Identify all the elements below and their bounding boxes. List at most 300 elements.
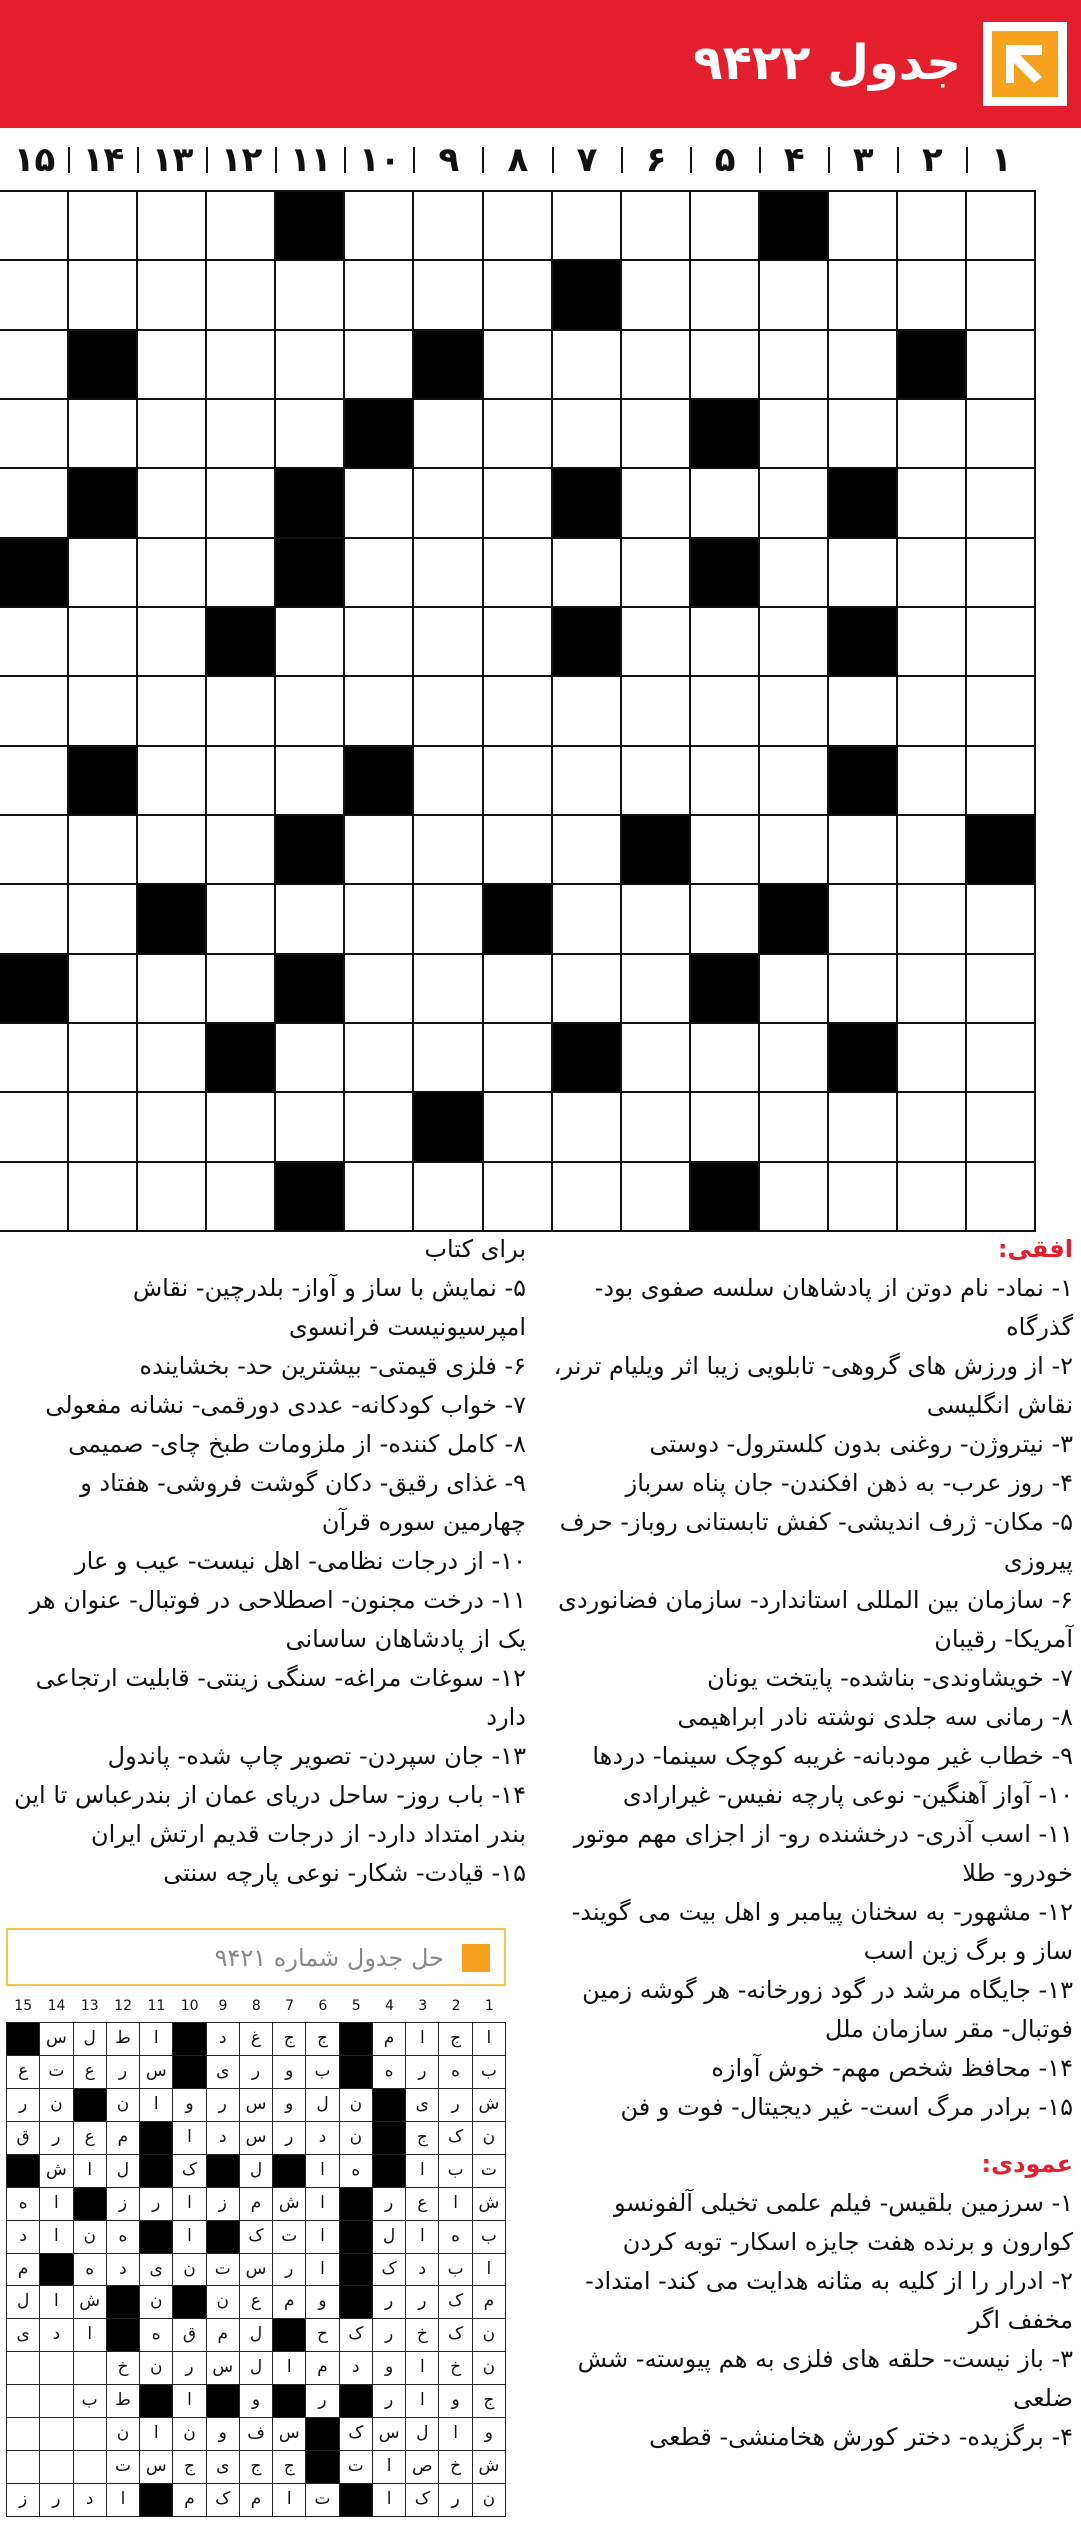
grid-cell[interactable] [0, 1093, 69, 1162]
solution-cell: ر [240, 2056, 273, 2089]
grid-cell[interactable] [622, 331, 691, 400]
grid-cell[interactable] [276, 608, 345, 677]
solution-black-cell [40, 2254, 73, 2287]
across-clue: ۱۳- جایگاه مرشد در گود زورخانه- هر گوشه زمین فوتبال- مقر سازمان ملل [582, 1976, 1073, 2043]
grid-cell[interactable] [484, 1163, 553, 1232]
grid-cell[interactable] [0, 816, 69, 885]
grid-cell[interactable] [0, 469, 69, 538]
grid-cell[interactable] [69, 400, 138, 469]
solution-cell: ا [74, 2319, 107, 2352]
black-cell [0, 539, 69, 608]
solution-cell: ن [473, 2352, 506, 2385]
grid-cell[interactable] [207, 1093, 276, 1162]
black-cell [553, 608, 622, 677]
solution-black-cell [140, 2155, 173, 2188]
grid-cell[interactable] [207, 885, 276, 954]
across-clue: ۱۵- برادر مرگ است- غیر دیجیتال- فوت و فن [620, 2093, 1073, 2121]
black-cell [691, 1163, 760, 1232]
grid-cell[interactable] [622, 1093, 691, 1162]
grid-cell[interactable] [484, 747, 553, 816]
solution-black-cell [140, 2484, 173, 2517]
grid-cell[interactable] [0, 885, 69, 954]
grid-cell[interactable] [276, 885, 345, 954]
solution-black-cell [340, 2221, 373, 2254]
solution-cell: ا [40, 2188, 73, 2221]
grid-cell[interactable] [829, 1093, 898, 1162]
solution-black-cell [107, 2286, 140, 2319]
grid-cell[interactable] [0, 192, 69, 261]
grid-cell[interactable] [69, 261, 138, 330]
grid-cell[interactable] [276, 400, 345, 469]
black-cell [898, 331, 967, 400]
solution-cell: ر [406, 2056, 439, 2089]
brand-logo-icon [992, 31, 1058, 97]
grid-cell[interactable] [553, 192, 622, 261]
grid-cell[interactable] [760, 816, 829, 885]
grid-cell[interactable] [691, 1024, 760, 1093]
solution-cell: ج [273, 2451, 306, 2484]
grid-cell[interactable] [484, 816, 553, 885]
down-clue: ۱۴- باب روز- ساحل دریای عمان از بندرعباس تا این بندر امتداد دارد- از درجات قدیم ارتش ایران [14, 1781, 526, 1848]
grid-cell[interactable] [691, 469, 760, 538]
grid-cell[interactable] [967, 331, 1036, 400]
solution-cell: د [7, 2221, 40, 2254]
grid-cell[interactable] [484, 400, 553, 469]
grid-cell[interactable] [691, 885, 760, 954]
column-number: ۷ [576, 140, 598, 180]
solution-cell [40, 2352, 73, 2385]
solution-cell: ا [406, 2155, 439, 2188]
solution-cell: د [406, 2254, 439, 2287]
solution-black-cell [373, 2089, 406, 2122]
column-number: ۱۱ [289, 140, 332, 180]
grid-cell[interactable] [622, 192, 691, 261]
grid-cell[interactable] [484, 469, 553, 538]
solution-cell: ص [406, 2451, 439, 2484]
solution-cell [40, 2418, 73, 2451]
grid-cell[interactable] [967, 192, 1036, 261]
column-number: ۱۵ [13, 140, 56, 180]
solution-cell: ب [473, 2056, 506, 2089]
solution-cell: ت [207, 2254, 240, 2287]
grid-cell[interactable] [898, 400, 967, 469]
grid-cell[interactable] [829, 192, 898, 261]
solution-cell: و [273, 2089, 306, 2122]
grid-cell[interactable] [0, 1163, 69, 1232]
solution-cell: ع [7, 2056, 40, 2089]
solution-cell [40, 2385, 73, 2418]
grid-cell[interactable] [345, 816, 414, 885]
solution-cell: ا [406, 2352, 439, 2385]
grid-cell[interactable] [760, 1024, 829, 1093]
grid-cell[interactable] [691, 192, 760, 261]
solution-cell: ز [107, 2188, 140, 2221]
solution-cell: ک [340, 2418, 373, 2451]
solution-cell: ر [406, 2286, 439, 2319]
grid-cell[interactable] [69, 816, 138, 885]
grid-cell[interactable] [0, 747, 69, 816]
solution-cell: س [240, 2122, 273, 2155]
grid-cell[interactable] [829, 1163, 898, 1232]
solution-cell: ک [240, 2221, 273, 2254]
solution-cell: د [40, 2319, 73, 2352]
grid-cell[interactable] [345, 1024, 414, 1093]
grid-cell[interactable] [898, 261, 967, 330]
solution-cell: م [273, 2286, 306, 2319]
grid-cell[interactable] [138, 1024, 207, 1093]
grid-cell[interactable] [138, 747, 207, 816]
solution-cell: ر [373, 2319, 406, 2352]
grid-cell[interactable] [414, 469, 483, 538]
solution-cell: ب [74, 2385, 107, 2418]
solution-cell: ب [306, 2056, 339, 2089]
grid-cell[interactable] [69, 955, 138, 1024]
grid-cell[interactable] [553, 331, 622, 400]
solution-cell: ر [207, 2089, 240, 2122]
grid-cell[interactable] [829, 955, 898, 1024]
grid-cell[interactable] [967, 261, 1036, 330]
grid-cell[interactable] [276, 331, 345, 400]
across-clue: ۳- نیتروژن- روغنی بدون کلسترول- دوستی [649, 1430, 1073, 1458]
grid-cell[interactable] [414, 955, 483, 1024]
black-cell [829, 1024, 898, 1093]
solution-cell: ر [140, 2188, 173, 2221]
grid-cell[interactable] [138, 261, 207, 330]
grid-cell[interactable] [345, 885, 414, 954]
across-clue: ۱۲- مشهور- به سخنان پیامبر و اهل بیت می گویند- ساز و برگ زین اسب [571, 1898, 1073, 1965]
grid-cell[interactable] [553, 400, 622, 469]
grid-cell[interactable] [622, 885, 691, 954]
crossword-grid[interactable] [0, 190, 1036, 1230]
grid-cell[interactable] [207, 539, 276, 608]
grid-cell[interactable] [967, 1024, 1036, 1093]
grid-cell[interactable] [691, 816, 760, 885]
solution-cell [74, 2451, 107, 2484]
solution-cell: ک [439, 2286, 472, 2319]
grid-cell[interactable] [207, 192, 276, 261]
solution-cell: ا [439, 2188, 472, 2221]
grid-cell[interactable] [553, 1093, 622, 1162]
column-number: ۱۰ [359, 140, 401, 180]
grid-cell[interactable] [691, 747, 760, 816]
grid-cell[interactable] [898, 1163, 967, 1232]
grid-cell[interactable] [553, 677, 622, 746]
grid-cell[interactable] [0, 608, 69, 677]
grid-cell[interactable] [967, 1093, 1036, 1162]
solution-cell: ر [173, 2352, 206, 2385]
clue-continuation: برای کتاب [424, 1235, 526, 1263]
across-clue: ۱۱- اسب آذری- درخشنده رو- از اجزای مهم موتور خودرو- طلا [573, 1820, 1073, 1887]
solution-cell: م [207, 2319, 240, 2352]
grid-cell[interactable] [967, 677, 1036, 746]
grid-cell[interactable] [898, 539, 967, 608]
solution-column-number: 8 [251, 1998, 261, 2014]
down-clue: ۷- خواب کودکانه- عددی دورقمی- نشانه مفعولی [45, 1391, 526, 1419]
grid-cell[interactable] [622, 539, 691, 608]
grid-cell[interactable] [207, 816, 276, 885]
down-clue: ۱۱- درخت مجنون- اصطلاحی در فوتبال- عنوان هر یک از پادشاهان ساسانی [29, 1586, 526, 1653]
grid-cell[interactable] [138, 955, 207, 1024]
black-cell [760, 192, 829, 261]
solution-cell: ا [306, 2188, 339, 2221]
grid-cell[interactable] [898, 677, 967, 746]
black-cell [0, 955, 69, 1024]
grid-cell[interactable] [345, 608, 414, 677]
grid-cell[interactable] [898, 1024, 967, 1093]
grid-cell[interactable] [138, 331, 207, 400]
down-clue: ۱- سرزمین بلقیس- فیلم علمی تخیلی آلفونسو کوارون و برنده هفت جایزه اسکار- توبه کردن [613, 2189, 1073, 2256]
black-cell [414, 1093, 483, 1162]
solution-grid [6, 2022, 506, 2517]
solution-cell: ت [340, 2451, 373, 2484]
grid-cell[interactable] [484, 677, 553, 746]
solution-black-cell [7, 2155, 40, 2188]
grid-cell[interactable] [829, 816, 898, 885]
grid-cell[interactable] [898, 608, 967, 677]
grid-cell[interactable] [829, 400, 898, 469]
solution-cell: ن [173, 2254, 206, 2287]
grid-cell[interactable] [69, 1163, 138, 1232]
grid-cell[interactable] [760, 677, 829, 746]
grid-cell[interactable] [276, 261, 345, 330]
grid-cell[interactable] [760, 608, 829, 677]
across-clue: ۱۰- آواز آهنگین- نوعی پارچه نفیس- غیرارادی [622, 1781, 1073, 1809]
grid-cell[interactable] [207, 331, 276, 400]
grid-cell[interactable] [207, 400, 276, 469]
grid-cell[interactable] [898, 885, 967, 954]
solution-cell: ر [107, 2056, 140, 2089]
solution-cell: م [7, 2254, 40, 2287]
grid-cell[interactable] [276, 747, 345, 816]
grid-cell[interactable] [553, 955, 622, 1024]
grid-cell[interactable] [207, 261, 276, 330]
grid-cell[interactable] [138, 1163, 207, 1232]
grid-cell[interactable] [414, 400, 483, 469]
grid-cell[interactable] [207, 955, 276, 1024]
grid-cell[interactable] [69, 677, 138, 746]
grid-cell[interactable] [484, 261, 553, 330]
grid-cell[interactable] [0, 331, 69, 400]
solution-cell: س [273, 2418, 306, 2451]
grid-cell[interactable] [345, 1093, 414, 1162]
grid-cell[interactable] [345, 331, 414, 400]
solution-cell: م [173, 2484, 206, 2517]
grid-cell[interactable] [553, 747, 622, 816]
grid-cell[interactable] [345, 677, 414, 746]
solution-cell: ا [406, 2023, 439, 2056]
solution-cell: س [207, 2352, 240, 2385]
grid-cell[interactable] [898, 816, 967, 885]
grid-cell[interactable] [967, 955, 1036, 1024]
solution-cell: ه [107, 2221, 140, 2254]
grid-cell[interactable] [138, 608, 207, 677]
grid-cell[interactable] [0, 400, 69, 469]
grid-cell[interactable] [967, 400, 1036, 469]
grid-cell[interactable] [484, 539, 553, 608]
grid-cell[interactable] [207, 677, 276, 746]
solution-black-cell [207, 2385, 240, 2418]
grid-cell[interactable] [69, 1024, 138, 1093]
solution-cell: ا [107, 2484, 140, 2517]
grid-cell[interactable] [138, 469, 207, 538]
grid-cell[interactable] [345, 192, 414, 261]
grid-cell[interactable] [967, 539, 1036, 608]
grid-cell[interactable] [345, 261, 414, 330]
grid-cell[interactable] [553, 885, 622, 954]
grid-cell[interactable] [345, 1163, 414, 1232]
grid-cell[interactable] [414, 608, 483, 677]
black-cell [276, 955, 345, 1024]
grid-cell[interactable] [414, 1163, 483, 1232]
grid-cell[interactable] [622, 1163, 691, 1232]
grid-cell[interactable] [829, 677, 898, 746]
grid-cell[interactable] [276, 1093, 345, 1162]
grid-cell[interactable] [829, 331, 898, 400]
grid-cell[interactable] [484, 608, 553, 677]
grid-cell[interactable] [138, 816, 207, 885]
grid-cell[interactable] [622, 747, 691, 816]
grid-cell[interactable] [138, 539, 207, 608]
grid-cell[interactable] [967, 885, 1036, 954]
column-number: ۶ [645, 140, 667, 180]
grid-cell[interactable] [898, 955, 967, 1024]
grid-cell[interactable] [414, 885, 483, 954]
grid-cell[interactable] [484, 1024, 553, 1093]
grid-cell[interactable] [622, 261, 691, 330]
grid-cell[interactable] [760, 1093, 829, 1162]
grid-cell[interactable] [691, 331, 760, 400]
grid-cell[interactable] [622, 955, 691, 1024]
grid-cell[interactable] [69, 539, 138, 608]
grid-cell[interactable] [691, 261, 760, 330]
grid-cell[interactable] [553, 1163, 622, 1232]
grid-cell[interactable] [414, 1024, 483, 1093]
black-cell [760, 885, 829, 954]
brand-logo [983, 22, 1067, 106]
solution-cell: ه [74, 2254, 107, 2287]
solution-cell: ا [74, 2155, 107, 2188]
grid-cell[interactable] [898, 1093, 967, 1162]
grid-cell[interactable] [760, 747, 829, 816]
grid-cell[interactable] [829, 885, 898, 954]
grid-cell[interactable] [829, 261, 898, 330]
solution-cell: ن [107, 2089, 140, 2122]
solution-black-cell [340, 2254, 373, 2287]
grid-cell[interactable] [414, 192, 483, 261]
solution-cell: ع [406, 2188, 439, 2221]
solution-cell: ن [340, 2089, 373, 2122]
solution-cell: و [207, 2418, 240, 2451]
grid-cell[interactable] [207, 1163, 276, 1232]
grid-cell[interactable] [138, 192, 207, 261]
solution-cell: م [240, 2188, 273, 2221]
grid-cell[interactable] [345, 539, 414, 608]
grid-cell[interactable] [760, 1163, 829, 1232]
grid-cell[interactable] [69, 1093, 138, 1162]
solution-cell: ن [473, 2484, 506, 2517]
grid-cell[interactable] [691, 677, 760, 746]
grid-cell[interactable] [760, 469, 829, 538]
grid-cell[interactable] [898, 747, 967, 816]
grid-cell[interactable] [967, 747, 1036, 816]
grid-cell[interactable] [484, 955, 553, 1024]
solution-cell: ل [107, 2155, 140, 2188]
grid-cell[interactable] [829, 539, 898, 608]
solution-black-cell [340, 2188, 373, 2221]
grid-cell[interactable] [484, 331, 553, 400]
grid-cell[interactable] [414, 539, 483, 608]
grid-cell[interactable] [760, 539, 829, 608]
grid-cell[interactable] [967, 469, 1036, 538]
grid-cell[interactable] [622, 469, 691, 538]
grid-cell[interactable] [69, 885, 138, 954]
grid-cell[interactable] [553, 816, 622, 885]
grid-cell[interactable] [622, 1024, 691, 1093]
grid-cell[interactable] [622, 677, 691, 746]
grid-cell[interactable] [760, 261, 829, 330]
solution-cell: خ [107, 2352, 140, 2385]
grid-cell[interactable] [69, 192, 138, 261]
across-clue: ۹- خطاب غیر مودبانه- غریبه کوچک سینما- دردها [592, 1742, 1073, 1770]
grid-cell[interactable] [207, 469, 276, 538]
solution-cell: ل [7, 2286, 40, 2319]
solution-cell: ج [439, 2023, 472, 2056]
grid-cell[interactable] [484, 192, 553, 261]
grid-cell[interactable] [553, 539, 622, 608]
grid-cell[interactable] [414, 677, 483, 746]
solution-cell: ط [107, 2023, 140, 2056]
solution-cell: ک [340, 2319, 373, 2352]
grid-cell[interactable] [691, 1093, 760, 1162]
grid-cell[interactable] [967, 1163, 1036, 1232]
grid-cell[interactable] [138, 1093, 207, 1162]
grid-cell[interactable] [345, 955, 414, 1024]
grid-cell[interactable] [760, 955, 829, 1024]
across-clue: ۴- روز عرب- به ذهن افکندن- جان پناه سرباز [625, 1469, 1073, 1497]
black-cell [345, 400, 414, 469]
grid-cell[interactable] [414, 261, 483, 330]
grid-cell[interactable] [138, 677, 207, 746]
grid-cell[interactable] [898, 192, 967, 261]
grid-cell[interactable] [484, 1093, 553, 1162]
solution-black-cell [173, 2286, 206, 2319]
grid-cell[interactable] [414, 747, 483, 816]
solution-cell: ی [207, 2451, 240, 2484]
grid-cell[interactable] [760, 331, 829, 400]
grid-cell[interactable] [622, 400, 691, 469]
grid-cell[interactable] [622, 608, 691, 677]
solution-cell: ی [406, 2089, 439, 2122]
grid-cell[interactable] [0, 677, 69, 746]
grid-cell[interactable] [345, 469, 414, 538]
grid-cell[interactable] [898, 469, 967, 538]
grid-cell[interactable] [691, 608, 760, 677]
grid-cell[interactable] [69, 608, 138, 677]
grid-cell[interactable] [207, 747, 276, 816]
solution-column-number: 6 [318, 1998, 328, 2014]
grid-cell[interactable] [138, 400, 207, 469]
solution-cell: ر [439, 2484, 472, 2517]
grid-cell[interactable] [276, 1024, 345, 1093]
grid-cell[interactable] [276, 677, 345, 746]
grid-cell[interactable] [967, 608, 1036, 677]
grid-cell[interactable] [0, 261, 69, 330]
grid-cell[interactable] [760, 400, 829, 469]
grid-cell[interactable] [414, 816, 483, 885]
grid-cell[interactable] [0, 1024, 69, 1093]
solution-cell: ر [40, 2122, 73, 2155]
black-cell [691, 539, 760, 608]
